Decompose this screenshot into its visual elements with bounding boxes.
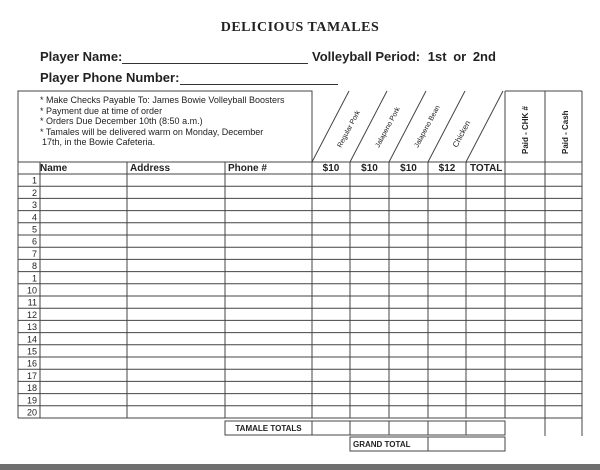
row-number: 20: [26, 407, 37, 418]
header-divider: [312, 91, 349, 162]
header-divider: [350, 91, 387, 162]
row-number: 8: [31, 261, 37, 272]
row-number: 5: [31, 224, 37, 235]
address-column-header: Address: [130, 163, 171, 174]
player-phone-label: Player Phone Number:: [40, 70, 180, 85]
period-option-1st[interactable]: 1st: [427, 49, 447, 64]
row-number: 13: [26, 322, 37, 333]
row-number: 19: [26, 395, 37, 406]
phone-column-header: Phone #: [228, 163, 267, 174]
row-number: 16: [26, 358, 37, 369]
row-number: 14: [26, 334, 37, 345]
row-number: 17: [26, 370, 37, 381]
notes-box: [18, 91, 312, 162]
price-label: $12: [438, 163, 456, 174]
period-option-2nd[interactable]: 2nd: [472, 49, 496, 64]
row-number: 10: [26, 285, 37, 296]
row-number: 11: [27, 297, 37, 308]
tamale-total-cell[interactable]: [312, 421, 350, 435]
tamale-total-cell[interactable]: [350, 421, 389, 435]
name-column-header: Name: [40, 163, 68, 174]
price-label: $10: [361, 163, 378, 174]
paid-cash-column-header: Paid - Cash: [561, 110, 570, 154]
player-name-label: Player Name:: [40, 49, 123, 64]
tamale-total-cell[interactable]: [389, 421, 428, 435]
row-number: 18: [26, 383, 37, 394]
period-label: Volleyball Period:: [312, 49, 421, 64]
tamale-total-cell[interactable]: [428, 421, 466, 435]
row-number: 3: [31, 200, 37, 211]
total-column-header: TOTAL: [470, 163, 503, 174]
period-or: or: [453, 49, 467, 64]
row-number: 4: [31, 212, 37, 223]
grand-total-label: GRAND TOTAL: [353, 440, 411, 449]
tamale-totals-label: TAMALE TOTALS: [235, 424, 302, 433]
note-line: 17th, in the Bowie Cafeteria.: [42, 137, 156, 147]
grand-total-cell[interactable]: [428, 437, 505, 451]
header-divider: [466, 91, 503, 162]
product-name-label: Jalapeno Bean: [413, 104, 442, 149]
product-name-label: Chicken: [450, 119, 473, 149]
row-number: 2: [31, 187, 37, 198]
tamale-total-cell[interactable]: [466, 421, 505, 435]
note-line: * Make Checks Payable To: James Bowie Volleyball Boosters: [40, 95, 285, 105]
header-divider: [389, 91, 426, 162]
product-name-label: Jalapeno Pork: [374, 106, 402, 149]
note-line: * Tamales will be delivered warm on Monday, December: [40, 126, 264, 137]
row-number: 6: [31, 236, 37, 247]
form-title: DELICIOUS TAMALES: [220, 20, 380, 35]
paid-check-column-header: Paid - CHK #: [521, 105, 530, 154]
price-label: $10: [400, 163, 417, 174]
price-label: $10: [322, 163, 340, 174]
row-number: 15: [26, 346, 37, 357]
row-number: 12: [26, 309, 37, 320]
product-name-label: Regular Pork: [336, 109, 362, 149]
page-bottom-edge: [0, 464, 600, 470]
note-line: * Orders Due December 10th (8:50 a.m.): [40, 116, 203, 126]
note-line: * Payment due at time of order: [40, 105, 163, 116]
row-number: 7: [31, 248, 37, 259]
row-number: 1: [31, 273, 37, 284]
row-number: 1: [31, 175, 37, 186]
